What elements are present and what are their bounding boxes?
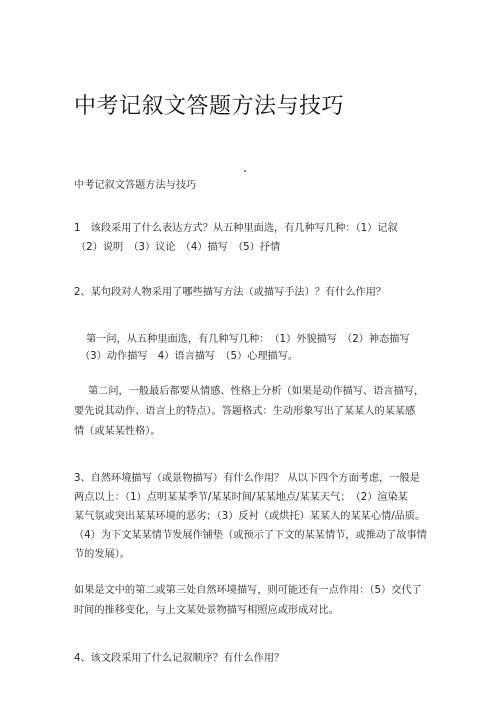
subtitle: 中考记叙文答题方法与技巧 [74,180,197,191]
q3-line1: 3、自然环境描写（或景物描写）有什么作用？ 从以下四个方面考虑，一般是 [74,473,420,484]
q2-second-line1: 第二问，一般最后都要从情感、性格上分析（如果是动作描写、语言描写， [88,386,425,397]
note-line2: 时间的推移变化，与上文某处景物描写相照应或形成对比。 [74,605,339,616]
q3-line4: （4）为下文某某情节发展作铺垫（或预示了下文的某某情节，或推动了故事情 [74,530,427,541]
stray-dot [244,170,246,172]
note-line1: 如果是文中的第二或第三处自然环境描写，则可能还有一点作用：（5）交代了 [74,585,422,596]
q4-question: 4、该文段采用了什么记叙顺序？有什么作用？ [74,653,285,664]
q1-line2: （2）说明 （3）议论 （4）描写 （5）抒情 [76,242,281,253]
q2-first-line2: （3）动作描写 4）语言描写 （5）心理描写。 [80,351,299,362]
q2-first-line1: 第一问，从五种里面选，有几种写几种： （1）外貌描写 （2）神态描写 [86,334,410,345]
q3-line2: 两点以上：（1）点明某某季节/某某时间/某某地点/某某天气； （2）渲染某 [74,492,408,503]
q2-second-line3: 情（或某某性格）。 [74,426,161,437]
q3-line5: 节的发展）。 [74,549,131,560]
page-title: 中考记叙文答题方法与技巧 [74,94,345,119]
q2-question: 2、某句段对人物采用了哪些描写方法（或描写手法）？有什么作用？ [74,287,387,298]
q2-second-line2: 要先说其动作、语言上的特点）。答题格式：生动形象写出了某某人的某某感 [74,406,416,417]
q3-line3: 某气氛或突出某某环境的恶劣；（3）反衬（或烘托）某某人的某某心情/品质。 [74,511,426,522]
q1-line1: 1 该段采用了什么表达方式？从五种里面选，有几种写几种：（1）记叙 [74,223,398,234]
